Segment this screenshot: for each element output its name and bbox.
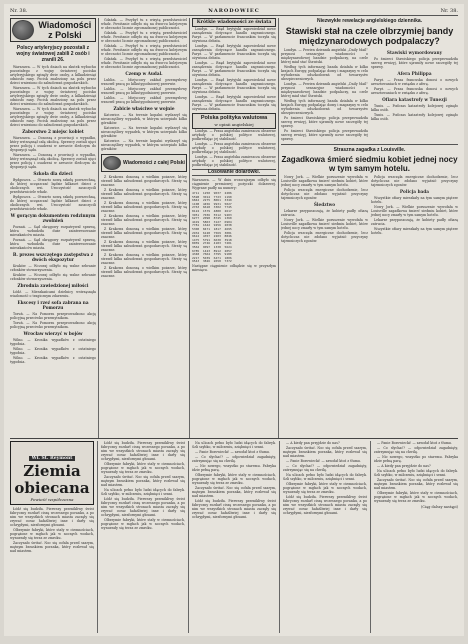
paragraph: Olbrzymie fabryki, które stały w ciemnościach, pogrążone w mgłach jak w nocnych wodach, wynurzały się teraz ze zmroku. [192,473,277,485]
paragraph: Tunis. — Podczas katastrofy kolejowej zginęło kilka osób. [371,113,458,121]
serial-novel-rule [10,438,458,439]
banner-title: Wiadomości z Polski [38,20,92,40]
column-rule [98,18,99,438]
paragraph: Gdańsk. — Przybył tu z wizytą przedstawiciel władz. Powitanie odbyło się na dworcu kolejowym w obecności licznie zgromadzonej publiczności. [101,44,187,56]
novel-title: Ziemia obiecana [14,462,90,497]
paragraph: — A kiedy pan przyjdzie do nas? [286,441,340,445]
article-body-left [281,175,368,244]
article-body-right [371,48,458,142]
paragraph: Łódź się budziła. Pierwszy przenikliwy świst fabryczny rozdarł ciszę wczesnego poranku, a po nim we wszystkich stronach miasta zaczęły się zrywać coraz hałaśliwiej inne i darły się ochrypłymi, niesfornymi głosami. [10,507,95,527]
article-body [10,178,96,211]
paragraph: Zaczynało świtać. Noc się cofała przed szarym, mętnym brzaskiem poranka, który rozlewał się nad miastem. [101,475,186,487]
paragraph: Z Krakowa donoszą o wielkim pożarze, który strawił kilka zabudowań gospodarczych. Straty są znaczne. [101,201,187,213]
paragraph: Londyn. — Prasa angielska zamieszcza obszerne artykuły o polskiej polityce walutowej, podkreślając jej stabilność. [192,155,276,167]
paragraph: Londyn. — Pewien dziennik angielski „Daily Mail” przynosi sensacyjne wiadomości o międzynarodowej bandzie podpalaczy, na czele której miał stać Stawiski. [281,48,368,64]
column-rule [279,441,280,633]
lottery-numbers: 4711 1250 9037 2286 5598 3014 7723 1190 6842 2275 8061 3349 1108 4456 9931 5027 2763 6618 3302 7745 8124 1579 4880 2617 3951 7036 5512 9403 6277 2098 8745 1360 4419 5863 3127 6904 7781 1642 9256 2038 5300 8471 1817 4695 2934 6128 7569 3081 9612 4357 2203 8846 1475 5791 6630 3918 8059 2746 4183 7201 3562 9097 1338 5624 6785 1423 8912 2057 4348 7664 3795 9180 2217 5039 6471 1806 9543 3826 2658 7372 [192,192,232,264]
paragraph: Zaczynało świtać. Noc się cofała przed szarym, mętnym brzaskiem poranka, który rozlewał się nad miastem. [374,478,458,490]
section-heading: W gorącym dokumentem rodzinnym zwolnień [10,213,96,223]
box-subtitle: w opinii angielskiej [214,122,254,127]
paragraph: Lublin. — Miejscowy zakład przemysłowy wznowił pracę po kilkutygodniowej przerwie. [101,78,187,86]
two-column-text [281,175,458,244]
page-number-left: Nr. 38. [10,7,28,14]
paragraph: Poznań. — Sąd okręgowy rozpatrywał sprawę, która wzbudziła duże zainteresowanie mieszkańców miasta. [10,238,96,250]
article-kicker: Straszna zagadka z Louisville. [333,147,406,153]
paragraph: Londyn. — Pewien dziennik angielski „Daily Mail” przynosi sensacyjne wiadomości o międzynarodowej bandzie podpalaczy, na czele której miał stać Stawiski. [281,82,368,98]
paragraph: Nowy Jork. — Wielkie poruszenie wywołała w Louisville zagadkowa śmierć siedmiu kobiet, które jednej nocy zmarły w tym samym hotelu. [371,205,458,217]
serial-novel [10,441,458,633]
paragraph: — A kiedy pan przyjdzie do nas? [377,464,431,468]
article-kicker: Niezwykłe rewelacje angielskiego dziennika. [316,18,423,24]
paragraph: Wilno. — Kronika wypadków z ostatniego tygodnia. [10,338,96,346]
paragraph: Wilno. — Kronika wypadków z ostatniego tygodnia. [10,347,96,355]
paragraph: Łódź się budziła. Pierwszy przenikliwy świst fabryczny rozdarł ciszę wczesnego poranku, a po nim we wszystkich stronach miasta zaczęły się zrywać coraz hałaśliwiej inne i darły się ochrypłymi, niesfornymi głosami. [101,441,186,461]
paragraph: Policja wszczęła energiczne dochodzenie, lecz dotychczas nie zdołano wyjaśnić przyczyny tajemniczych zgonów. [281,231,368,243]
paragraph: Według tych informacyj banda działała w kilku krajach Europy, podpalając domy i magazyny w celu wyłudzenia odszkodowań od towarzystw ubezpieczeniowych. [281,65,368,81]
paragraph: Poznań. — Sąd okręgowy rozpatrywał sprawę, która wzbudziła duże zainteresowanie mieszkańców miasta. [10,225,96,237]
section-heading: Ofiara katastrofy w Tunezji [382,97,447,102]
paragraph: — Nic nowego, wszystko po staremu. Fabryka idzie pełną parą. [374,455,458,463]
paragraph: Z Krakowa donoszą o wielkim pożarze, który strawił kilka zabudowań gospodarczych. Straty są znaczne. [101,227,187,239]
article-body [101,175,187,278]
article-body [10,136,96,169]
paragraph: — Panie Borowiecki! — zawołał ktoś z tłumu. [195,450,270,454]
paragraph: Warszawa. — W tych dniach na skutek wybuchu pozostałego z wojny światowej pocisku artyleryjskiego zginęły dwie osoby, a kilkadziesiąt odniosło rany. Pocisk znaleziony na polu przez dzieci wniesiono do zabudowań gospodarskich. [10,86,96,106]
column-rule [188,441,189,633]
paragraph: Warszawa. — Donoszą z prowincji o wypadku, który wstrząsnął całą okolicą. Sprawcy zostali ujęci przez policję i osadzeni w areszcie śledczym do dyspozycji sądu. [10,153,96,169]
paragraph: Londyn. — Rząd brytyjski zapowiedział nowe zarządzenia dotyczące handlu zagranicznego. Paryż. — W parlamencie francuskim toczyła się ożywiona debata. [192,78,276,94]
paragraph: Policja wszczęła energiczne dochodzenie, lecz dotychczas nie zdołano wyjaśnić przyczyny tajemniczych zgonów. [281,188,368,200]
paragraph: Katowice. — Na terenie kopalni wydarzył się nieszczęśliwy wypadek, w którym ucierpiało kilku górników. [101,139,187,151]
paragraph: Według tych informacyj banda działała w kilku krajach Europy, podpalając domy i magazyny w celu wyłudzenia odszkodowań od towarzystw ubezpieczeniowych. [281,99,368,115]
paragraph: Lublin. — Miejscowy zakład przemysłowy wznowił pracę po kilkutygodniowej przerwie. [101,96,187,104]
paragraph: Zaczynało świtać. Noc się cofała przed szarym, mętnym brzaskiem poranka, który rozlewał się nad miastem. [192,486,277,498]
paragraph: Gdańsk. — Przybył tu z wizytą przedstawiciel władz. Powitanie odbyło się na dworcu kolejowym w obecności licznie zgromadzonej publiczności. [101,57,187,69]
column-3 [192,18,276,438]
article-body-right [371,175,458,244]
column-rule [97,441,98,633]
article-body [10,264,96,281]
article-body [192,27,276,111]
column-rule [278,18,279,438]
novel-column-2 [101,441,185,633]
banner-polish-news [10,18,96,42]
novel-column-5 [374,441,458,633]
novel-title-box [10,441,94,505]
paragraph: Nowy Jork. — Wielkie poruszenie wywołała w Louisville zagadkowa śmierć siedmiu kobiet, które jednej nocy zmarły w tym samym hotelu. [281,218,368,230]
paragraph: Wilno. — Kronika wypadków z ostatniego tygodnia. [10,356,96,364]
paragraph: Tunis. — Podczas katastrofy kolejowej zginęło kilka osób. [371,104,458,112]
masthead [10,6,458,16]
paragraph: — Nic nowego, wszystko po staremu. Fabryka idzie pełną parą. [192,464,277,472]
paragraph: Po śmierci Stawiskiego policja przeprowadziła szereg rewizyj, które ujawniły nowe szczegóły tej sprawy. [371,57,458,69]
paragraph: Na ulicach pełno było ludzi idących do fabryk. Szli szybko, w milczeniu, zziębnięci i senni. [101,488,186,496]
section-heading: Policja bada [399,189,430,194]
paragraph: Zaczynało świtać. Noc się cofała przed szarym, mętnym brzaskiem poranka, który rozlewał się nad miastem. [283,446,368,458]
paragraph: Londyn. — Prasa angielska zamieszcza obszerne artykuły o polskiej polityce walutowej, podkreślając jej stabilność. [192,129,276,141]
paragraph: Po śmierci Stawiskiego policja przeprowadziła szereg rewizyj, które ujawniły nowe szczegóły tej sprawy. [281,116,368,128]
novel-author: Wł. St. Reymont [29,456,76,461]
paragraph: Wszystkie ofiary mieszkały na tym samym piętrze hotelu. [371,196,458,204]
paragraph: Z Krakowa donoszą o wielkim pożarze, który strawił kilka zabudowań gospodarczych. Straty są znaczne. [101,240,187,252]
banner-all-poland-news [101,154,187,172]
paragraph: Warszawa. — W tych dniach na skutek wybuchu pozostałego z wojny światowej pocisku artyleryjskiego zginęły dwie osoby, a kilkadziesiąt odniosło rany. Pocisk znaleziony na polu przez dzieci wniesiono do zabudowań gospodarskich. [10,65,96,85]
article-body [101,78,187,104]
paragraph: Olbrzymie fabryki, które stały w ciemnościach, pogrążone w mgłach jak w nocnych wodach, wynurzały się teraz ze zmroku. [101,518,186,530]
paragraph: Paryż. — Prasa francuska donosi o nowych aresztowaniach w związku z aferą. [371,87,458,95]
eagle-emblem-icon [12,20,34,40]
paragraph: Kraków. — Wczoraj odbyło się walne zebranie członków stowarzyszenia. [10,273,96,281]
column-1 [10,18,96,438]
section-heading: Wrocław wierzyć w bojów [23,331,83,336]
paragraph: Gdańsk. — Przybył tu z wizytą przedstawiciel władz. Powitanie odbyło się na dworcu kolejowym w obecności licznie zgromadzonej publiczności. [101,31,187,43]
paragraph: Z Krakowa donoszą o wielkim pożarze, który strawił kilka zabudowań gospodarczych. Straty są znaczne. [101,175,187,187]
paragraph: Na ulicach pełno było ludzi idących do fabryk. Szli szybko, w milczeniu, zziębnięci i senni. [374,469,458,477]
section-heading: Zbrodnia zawiedzionej miłości [17,283,89,288]
paragraph: Londyn. — Rząd brytyjski zapowiedział nowe zarządzenia dotyczące handlu zagranicznego. Paryż. — W parlamencie francuskim toczyła się ożywiona debata. [192,95,276,111]
paragraph: Toruń. — Na Pomorzu przeprowadzono akcję policyjną przeciwko przemytnikom. [10,312,96,320]
paragraph: Kraków. — Wczoraj odbyło się walne zebranie członków stowarzyszenia. [10,264,96,272]
section-heading: B. prezes wszczętego zastępstwa z dwóch ekspozytur [12,252,94,262]
column-rule [370,441,371,633]
paragraph: Lekarze przypuszczają, że kobiety padły ofiarą zatrucia. [371,218,458,226]
paragraph: Z Krakowa donoszą o wielkim pożarze, który strawił kilka zabudowań gospodarczych. Straty są znaczne. [101,266,187,278]
world-news-box-heading: Krótkie wiadomości ze świata [192,18,276,27]
newspaper-title: NARODOWIEC [208,7,260,14]
section-heading: Ekscesy i rzeź sofa zabrana na Pomorzu [17,300,89,310]
paragraph: — Panie Borowiecki! — zawołał ktoś z tłumu. [286,459,361,463]
section-heading: Stawiski wymordowany [386,50,443,55]
paragraph: Policja wszczęła energiczne dochodzenie, lecz dotychczas nie zdołano wyjaśnić przyczyny tajemniczych zgonów. [371,175,458,187]
paragraph: Z Krakowa donoszą o wielkim pożarze, który strawił kilka zabudowań gospodarczych. Straty są znaczne. [101,253,187,265]
paragraph: Londyn. — Rząd brytyjski zapowiedział nowe zarządzenia dotyczące handlu zagranicznego. Paryż. — W parlamencie francuskim toczyła się ożywiona debata. [192,61,276,77]
paragraph: Londyn. — Prasa angielska zamieszcza obszerne artykuły o polskiej polityce walutowej, podkreślając jej stabilność. [192,142,276,154]
two-column-text [281,48,458,142]
section-divider [281,144,458,145]
column-4-5 [281,18,458,438]
paragraph: Olbrzymie fabryki, które stały w ciemnościach, pogrążone w mgłach jak w nocnych wodach, wynurzały się teraz ze zmroku. [101,462,186,474]
paragraph: Łódź się budziła. Pierwszy przenikliwy świst fabryczny rozdarł ciszę wczesnego poranku, a po nim we wszystkich stronach miasta zaczęły się zrywać coraz hałaśliwiej inne i darły się ochrypłymi, niesfornymi głosami. [192,499,277,519]
section-heading: Afera Philippa [397,71,432,76]
page-number-right: Nr. 38. [440,7,458,14]
article-headline: Zagadkowa śmierć siedmiu kobiet jednej nocy w tym samym hotelu. [281,155,458,173]
paragraph: Z Krakowa donoszą o wielkim pożarze, który strawił kilka zabudowań gospodarczych. Straty są znaczne. [101,214,187,226]
paragraph: Bydgoszcz. — Otwarto nową szkołę powszechną, do której uczęszczać będzie kilkaset dzieci z okolicznych wsi. Uroczystość zaszczycili przedstawiciele władz. [10,195,96,211]
section-heading: Zaborstwo 2 miejsc kobiet [22,129,84,134]
novel-column-3 [192,441,276,633]
column-2 [101,18,187,438]
paragraph: Warszawa. — Donoszą z prowincji o wypadku, który wstrząsnął całą okolicą. Sprawcy zostali ujęci przez policję i osadzeni w areszcie śledczym do dyspozycji sądu. [10,136,96,152]
section-heading: Śledztwo [313,202,336,207]
paragraph: Nowy Jork. — Wielkie poruszenie wywołała w Louisville zagadkowa śmierć siedmiu kobiet, które jednej nocy zmarły w tym samym hotelu. [281,175,368,187]
paragraph: Londyn. — Rząd brytyjski zapowiedział nowe zarządzenia dotyczące handlu zagranicznego. Paryż. — W parlamencie francuskim toczyła się ożywiona debata. [192,27,276,43]
article-body [10,225,96,250]
novel-text [10,507,94,553]
paragraph: Olbrzymie fabryki, które stały w ciemnościach, pogrążone w mgłach jak w nocnych wodach, wynurzały się teraz ze zmroku. [283,482,368,494]
banner-title: Wiadomości z całej Polski [123,160,185,166]
paragraph: Toruń. — Na Pomorzu przeprowadzono akcję policyjną przeciwko przemytnikom. [10,321,96,329]
to-be-continued: (Ciąg dalszy nastąpi) [420,505,458,509]
article-body [10,338,96,364]
paragraph: Katowice. — Na terenie kopalni wydarzył się nieszczęśliwy wypadek, w którym ucierpiało kilku górników. [101,126,187,138]
article-body [192,129,276,167]
eagle-emblem-icon [103,156,121,170]
lottery-footer: Następne ciągnienie odbędzie się w przyszłym miesiącu. [192,263,276,272]
paragraph: Lekarze przypuszczają, że kobiety padły ofiarą zatrucia. [281,209,368,217]
paragraph: Londyn. — Rząd brytyjski zapowiedział nowe zarządzenia dotyczące handlu zagranicznego. Paryż. — W parlamencie francuskim toczyła się ożywiona debata. [192,44,276,60]
paragraph: Na ulicach pełno było ludzi idących do fabryk. Szli szybko, w milczeniu, zziębnięci i senni. [192,441,277,449]
paragraph: — Co słychać? — odpowiedział zagadnięty, zatrzymując się na chwilę. [283,464,368,472]
novel-column-4 [283,441,367,633]
article-body [101,113,187,151]
paragraph: — Co słychać? — odpowiedział zagadnięty, zatrzymując się na chwilę. [192,455,277,463]
paragraph: Warszawa. — W tych dniach na skutek wybuchu pozostałego z wojny światowej pocisku artyleryjskiego zginęły dwie osoby, a kilkadziesiąt odniosło rany. Pocisk znaleziony na polu przez dzieci wniesiono do zabudowań gospodarskich. [10,107,96,127]
paragraph: Łódź się budziła. Pierwszy przenikliwy świst fabryczny rozdarł ciszę wczesnego poranku, a po nim we wszystkich stronach miasta zaczęły się zrywać coraz hałaśliwiej inne i darły się ochrypłymi, niesfornymi głosami. [283,495,368,515]
lottery-intro: Warszawa. — W dniu wczorajszym odbyło się ciągnienie premiowej pożyczki dolarowej. Wygrane padły na numery: [192,178,276,190]
paragraph: Zaczynało świtać. Noc się cofała przed szarym, mętnym brzaskiem poranka, który rozlewał się nad miastem. [10,541,95,553]
column-rule [189,18,190,438]
newspaper-page [4,4,464,636]
article-headline: Stawiski stał na czele olbrzymiej bandy międzynarodowych podpalaczy? [285,26,454,46]
paragraph: Z Krakowa donoszą o wielkim pożarze, który strawił kilka zabudowań gospodarczych. Straty są znaczne. [101,188,187,200]
paragraph: Paryż. — Prasa francuska donosi o nowych aresztowaniach w związku z aferą. [371,78,458,86]
paragraph: Na ulicach pełno było ludzi idących do fabryk. Szli szybko, w milczeniu, zziębnięci i senni. [283,473,368,481]
paragraph: Olbrzymie fabryki, które stały w ciemnościach, pogrążone w mgłach jak w nocnych wodach, wynurzały się teraz ze zmroku. [10,528,95,540]
paragraph: — Panie Borowiecki! — zawołał ktoś z tłumu. [377,441,452,445]
section-heading: Czemp w Audal. [125,71,163,76]
paragraph: Łódź się budziła. Pierwszy przenikliwy świst fabryczny rozdarł ciszę wczesnego poranku, a po nim we wszystkich stronach miasta zaczęły się zrywać coraz hałaśliwiej inne i darły się ochrypłymi, niesfornymi głosami. [101,497,186,517]
article-body [101,18,187,69]
novel-subtitle: Powieść współczesna [30,497,74,502]
currency-policy-box [192,113,276,129]
article-body [10,290,96,298]
box-title: Polska polityka walutowa [200,115,268,121]
paragraph: Wszystkie ofiary mieszkały na tym samym piętrze hotelu. [371,227,458,235]
section-heading: Szkoła dla dzieci [33,171,73,176]
paragraph: Lublin. — Miejscowy zakład przemysłowy wznowił pracę po kilkutygodniowej przerwie. [101,87,187,95]
novel-column-1 [10,441,94,633]
article-body [10,312,96,329]
paragraph: Łódź. — Mieszkańcami dzielnicy wstrząsnęła wiadomość o tragicznym zdarzeniu. [10,290,96,298]
section-heading: Zabicie właściwe w wojnie [113,106,175,111]
paragraph: Po śmierci Stawiskiego policja przeprowadziła szereg rewizyj, które ujawniły nowe szczegóły tej sprawy. [281,129,368,141]
paragraph: Olbrzymie fabryki, które stały w ciemnościach, pogrążone w mgłach jak w nocnych wodach, wynurzały się teraz ze zmroku. [374,491,458,503]
paragraph: Gdańsk. — Przybył tu z wizytą przedstawiciel władz. Powitanie odbyło się na dworcu kolejowym w obecności licznie zgromadzonej publiczności. [101,18,187,30]
article-body-left [281,48,368,142]
article-body [10,65,96,127]
lottery-heading: Losowanie dolarówki. [192,169,276,176]
paragraph: Bydgoszcz. — Otwarto nową szkołę powszechną, do której uczęszczać będzie kilkaset dzieci z okolicznych wsi. Uroczystość zaszczycili przedstawiciele władz. [10,178,96,194]
paragraph: — Co słychać? — odpowiedział zagadnięty, zatrzymując się na chwilę. [374,446,458,454]
paragraph: Katowice. — Na terenie kopalni wydarzył się nieszczęśliwy wypadek, w którym ucierpiało kilku górników. [101,113,187,125]
article-headline: Polscy artyleryjscy pozostali z wojny światowej zabili 2 osób i zranili 26. [16,45,90,63]
